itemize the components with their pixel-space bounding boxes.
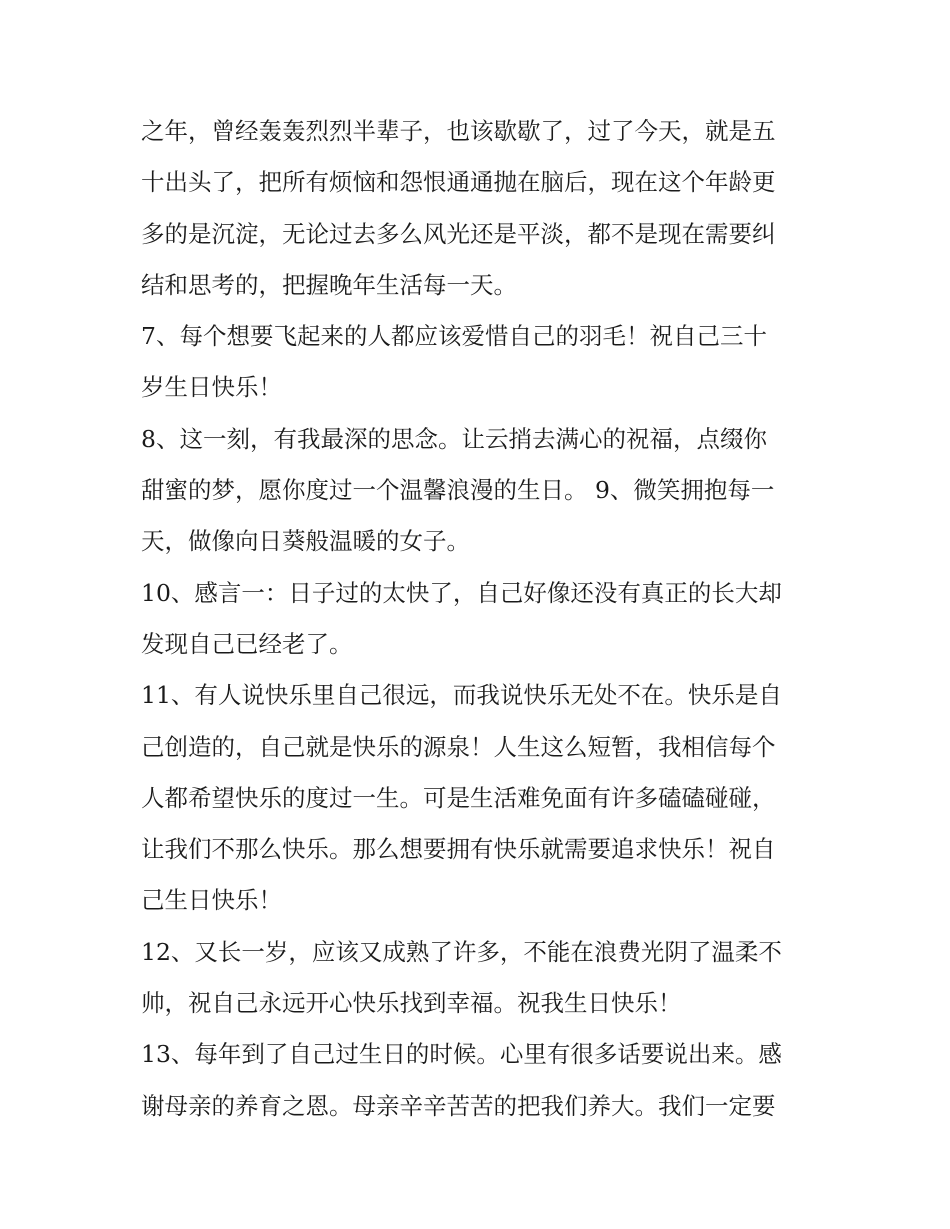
text-line: 十出头了，把所有烦恼和怨恨通通抛在脑后，现在这个年龄更 <box>141 168 776 197</box>
text-line: 人都希望快乐的度过一生。可是生活难免面有许多磕磕碰碰， <box>141 783 776 812</box>
text-line: 谢母亲的养育之恩。母亲辛辛苦苦的把我们养大。我们一定要 <box>141 1091 776 1120</box>
text-line: 13、每年到了自己过生日的时候。心里有很多话要说出来。感 <box>141 1040 782 1069</box>
text-line: 8、这一刻，有我最深的思念。让云捎去满心的祝福，点缀你 <box>141 424 767 453</box>
text-line: 让我们不那么快乐。那么想要拥有快乐就需要追求快乐！祝自 <box>141 835 776 864</box>
text-line: 12、又长一岁，应该又成熟了许多，不能在浪费光阴了温柔不 <box>141 937 782 966</box>
text-line: 7、每个想要飞起来的人都应该爱惜自己的羽毛！祝自己三十 <box>141 322 767 351</box>
text-line: 己生日快乐！ <box>141 886 282 915</box>
text-line: 结和思考的，把握晚年生活每一天。 <box>141 270 517 299</box>
text-line: 天，做像向日葵般温暖的女子。 <box>141 527 470 556</box>
text-line: 发现自己已经老了。 <box>141 629 353 658</box>
text-line: 11、有人说快乐里自己很远，而我说快乐无处不在。快乐是自 <box>141 681 782 710</box>
text-line: 岁生日快乐！ <box>141 373 282 402</box>
text-line: 甜蜜的梦，愿你度过一个温馨浪漫的生日。 9、微笑拥抱每一 <box>141 476 775 505</box>
text-line: 之年，曾经轰轰烈烈半辈子，也该歇歇了，过了今天，就是五 <box>141 117 776 145</box>
document-text <box>141 106 816 1132</box>
text-line: 多的是沉淀，无论过去多么风光还是平淡，都不是现在需要纠 <box>141 219 776 248</box>
text-line: 己创造的，自己就是快乐的源泉！人生这么短暂，我相信每个 <box>141 732 776 761</box>
text-line: 帅，祝自己永远开心快乐找到幸福。祝我生日快乐！ <box>141 989 682 1018</box>
text-line: 10、感言一：日子过的太快了，自己好像还没有真正的长大却 <box>141 578 782 607</box>
